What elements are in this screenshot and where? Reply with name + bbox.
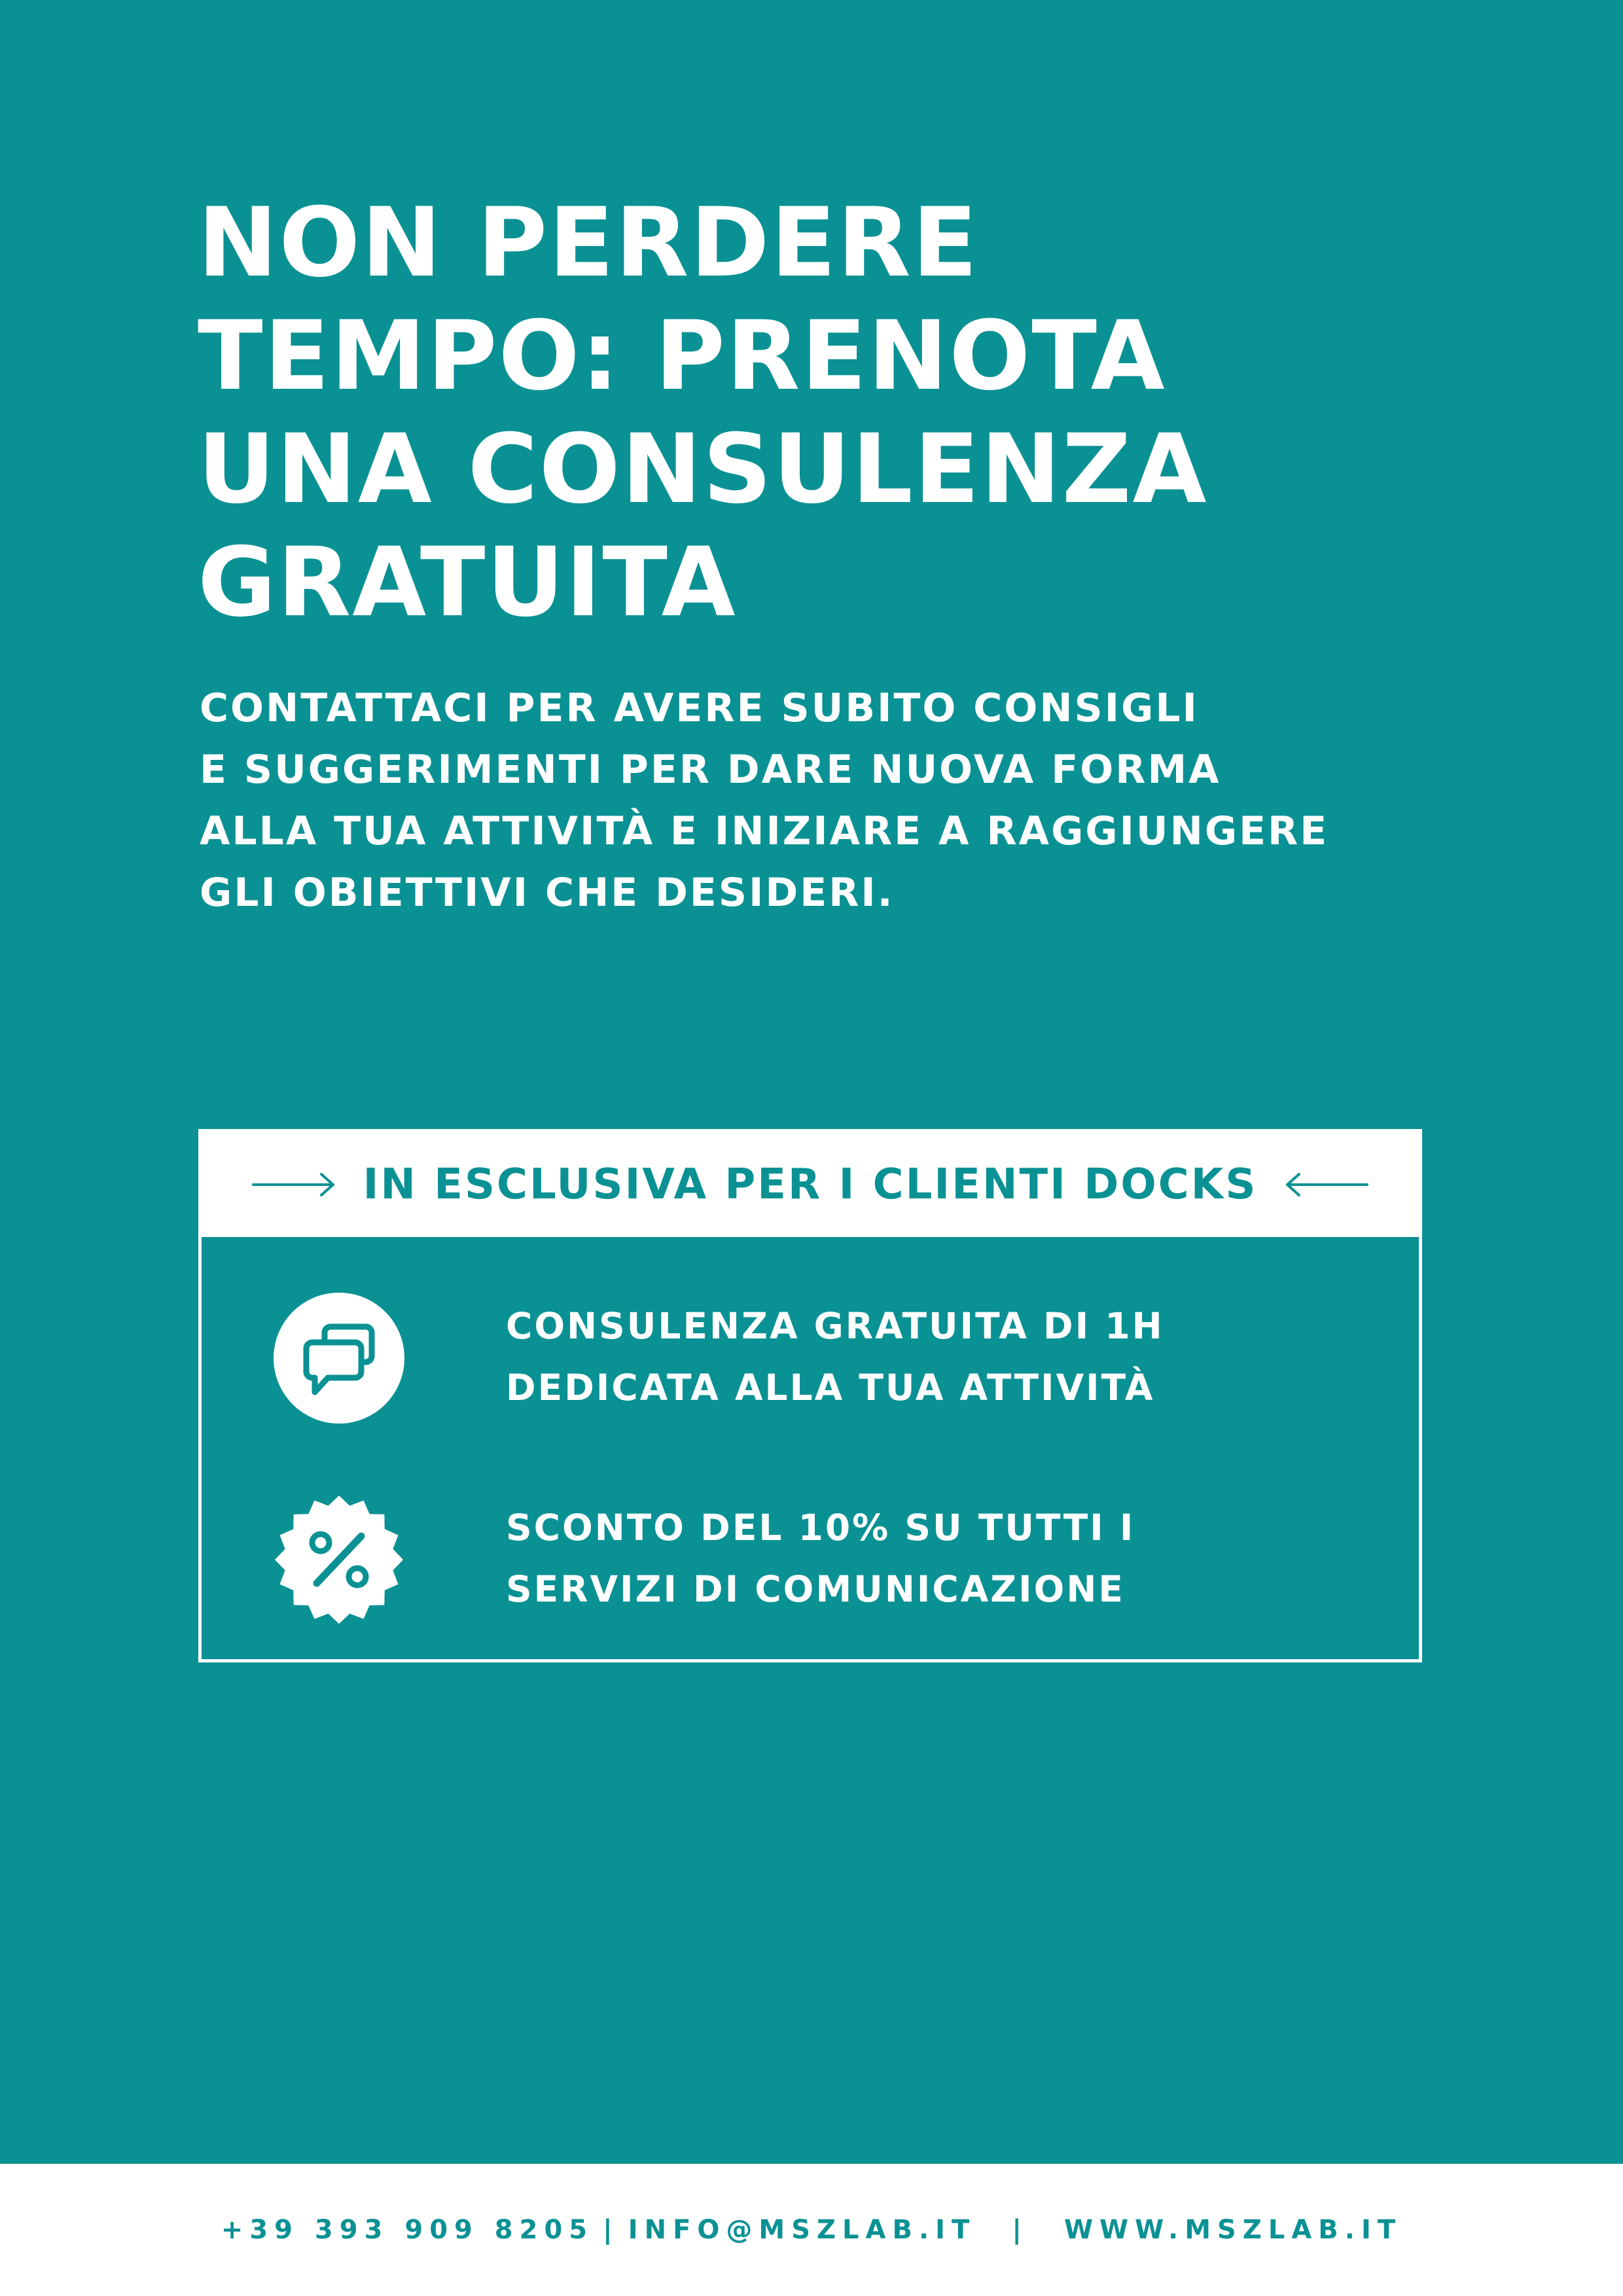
- footer-website[interactable]: WWW.MSZLAB.IT: [1063, 2215, 1402, 2245]
- benefit-text: [506, 1295, 1164, 1418]
- benefit-line: CONSULENZA GRATUITA DI 1H: [506, 1305, 1164, 1347]
- footer-contact-bar: [0, 2164, 1623, 2296]
- arrow-left-icon: [1283, 1172, 1368, 1198]
- percent-badge-icon: [274, 1494, 404, 1625]
- intro-line: ALLA TUA ATTIVITÀ E INIZIARE A RAGGIUNGERE: [200, 808, 1329, 854]
- headline-line: UNA CONSULENZA: [198, 414, 1208, 525]
- headline: [198, 187, 1474, 639]
- footer-separator: |: [603, 2215, 619, 2245]
- footer-separator: |: [1012, 2215, 1028, 2245]
- offer-header: [202, 1132, 1419, 1237]
- chat-bubbles-icon: [274, 1293, 404, 1424]
- benefit-line: SERVIZI DI COMUNICAZIONE: [506, 1568, 1125, 1610]
- headline-line: GRATUITA: [198, 527, 737, 638]
- intro-paragraph: [200, 677, 1443, 924]
- footer-email[interactable]: INFO@MSZLAB.IT: [628, 2215, 976, 2245]
- intro-line: GLI OBIETTIVI CHE DESIDERI.: [200, 870, 895, 916]
- offer-title: IN ESCLUSIVA PER I CLIENTI DOCKS: [363, 1160, 1258, 1209]
- benefit-line: DEDICATA ALLA TUA ATTIVITÀ: [506, 1367, 1155, 1408]
- arrow-right-icon: [252, 1172, 337, 1198]
- intro-line: CONTATTACI PER AVERE SUBITO CONSIGLI: [200, 685, 1199, 731]
- benefit-text: [506, 1497, 1135, 1620]
- footer-phone[interactable]: +39 393 909 8205: [221, 2215, 594, 2245]
- footer-contacts: [221, 2215, 1402, 2245]
- benefit-item: [202, 1488, 1419, 1632]
- benefit-item: [202, 1286, 1419, 1430]
- headline-line: TEMPO: PRENOTA: [198, 300, 1166, 412]
- intro-line: E SUGGERIMENTI PER DARE NUOVA FORMA: [200, 747, 1221, 793]
- exclusive-offer-box: [198, 1129, 1422, 1662]
- headline-line: NON PERDERE: [198, 187, 979, 298]
- benefit-line: SCONTO DEL 10% SU TUTTI I: [506, 1507, 1135, 1549]
